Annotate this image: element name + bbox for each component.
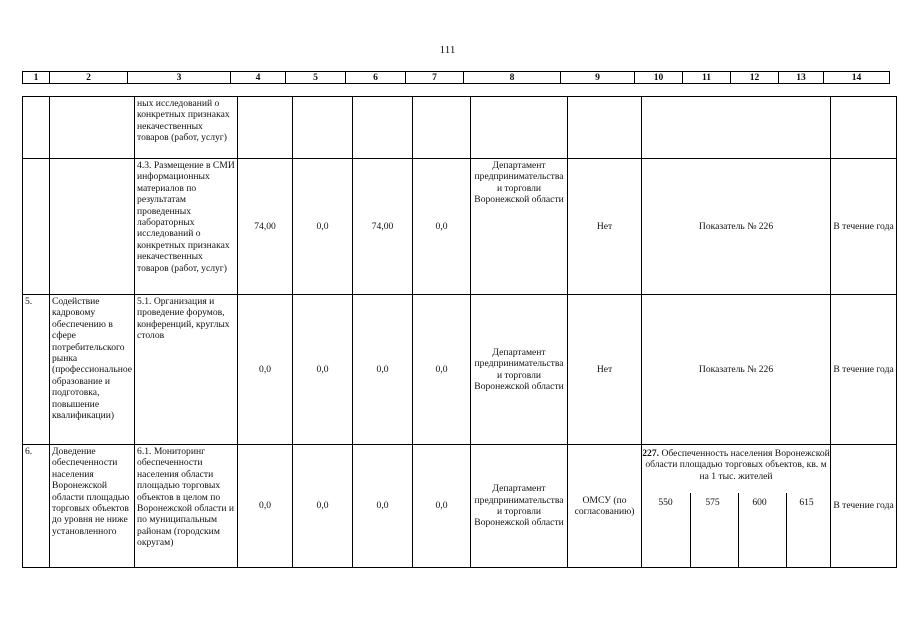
indicator: Показатель № 226: [642, 295, 831, 445]
executor: Департамент предпринимательства и торговли Воронежской области: [471, 445, 568, 568]
table-row: [23, 159, 897, 295]
executor: Департамент предпринимательства и торговли Воронежской области: [471, 295, 568, 445]
row-number: 6.: [23, 445, 50, 568]
amount-regional: 0,0: [353, 295, 413, 445]
amount-total: 0,0: [238, 445, 293, 568]
value-2021: 600: [752, 497, 767, 508]
header-col-8: 8: [464, 72, 561, 84]
co-executor: Нет: [568, 295, 642, 445]
header-col-13: 13: [779, 72, 824, 84]
table-row: [23, 445, 897, 568]
header-col-12: 12: [731, 72, 779, 84]
value-divider: [738, 493, 739, 567]
value-2022: 615: [799, 497, 814, 508]
header-col-5: 5: [286, 72, 346, 84]
value-2020: 575: [705, 497, 720, 508]
header-col-10: 10: [635, 72, 683, 84]
page-number: 111: [439, 44, 456, 56]
amount-total: 0,0: [238, 295, 293, 445]
value-divider: [690, 493, 691, 567]
amount-other: 0,0: [413, 445, 471, 568]
deadline: В течение года: [831, 159, 897, 295]
activity-text: 4.3. Размещение в СМИ информационных материалов по результатам проведенных лабораторных исследований о конкретных признаках некачественных товаров (работ, услуг): [135, 159, 238, 295]
deadline: В течение года: [831, 295, 897, 445]
plan-table: [22, 96, 897, 568]
amount-federal: 0,0: [293, 445, 353, 568]
amount-federal: 0,0: [293, 295, 353, 445]
indicator-label: Обеспеченность населения Воронежской области площадью торговых объектов, кв. м на 1 тыс. жителей: [645, 448, 830, 482]
value-2019: 550: [658, 497, 673, 508]
amount-regional: 0,0: [353, 445, 413, 568]
amount-total: 74,00: [238, 159, 293, 295]
indicator-text: [642, 445, 830, 482]
task-text: Доведение обеспеченности населения Воронежской области площадью торговых объектов до уровня не ниже установленного: [50, 445, 135, 568]
value-divider: [786, 493, 787, 567]
header-col-11: 11: [683, 72, 731, 84]
co-executor: Нет: [568, 159, 642, 295]
amount-regional: 74,00: [353, 159, 413, 295]
indicator-number: 227.: [642, 448, 660, 459]
header-col-6: 6: [346, 72, 406, 84]
header-col-7: 7: [406, 72, 464, 84]
amount-other: 0,0: [413, 159, 471, 295]
header-col-3: 3: [128, 72, 231, 84]
amount-federal: 0,0: [293, 159, 353, 295]
table-row: [23, 295, 897, 445]
header-col-4: 4: [231, 72, 286, 84]
header-col-1: 1: [23, 72, 50, 84]
co-executor: ОМСУ (по согласованию): [568, 445, 642, 568]
indicator-values: [642, 497, 830, 511]
table-row: [23, 97, 897, 159]
row-number: 5.: [23, 295, 50, 445]
task-text: Содействие кадровому обеспечению в сфере потребительского рынка (профессиональное образование и подготовка, повышение квалификации): [50, 295, 135, 445]
amount-other: 0,0: [413, 295, 471, 445]
activity-text: 5.1. Организация и проведение форумов, конференций, круглых столов: [135, 295, 238, 445]
deadline: В течение года: [831, 445, 897, 568]
header-col-9: 9: [561, 72, 635, 84]
indicator-227: [642, 445, 831, 568]
header-col-14: 14: [824, 72, 890, 84]
activity-text: ных исследований о конкретных признаках некачественных товаров (работ, услуг): [135, 97, 238, 159]
executor: Департамент предпринимательства и торговли Воронежской области: [471, 159, 568, 295]
activity-text: 6.1. Мониторинг обеспеченности населения области площадью торговых объектов в целом по Воронежской области и по муниципальным районам (городским округам): [135, 445, 238, 568]
column-number-header: [22, 71, 890, 84]
header-col-2: 2: [50, 72, 128, 84]
indicator: Показатель № 226: [642, 159, 831, 295]
